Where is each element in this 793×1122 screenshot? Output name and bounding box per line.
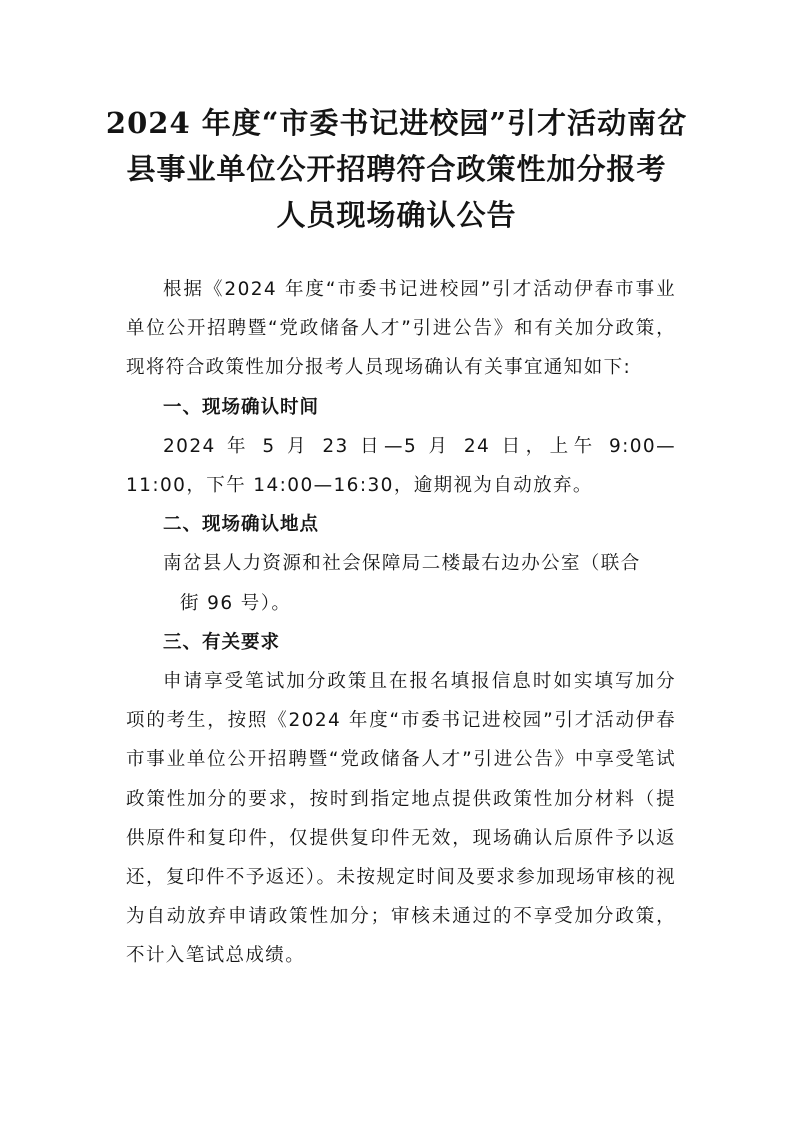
title-line-3: 人员现场确认公告 xyxy=(276,198,517,232)
location-line-2: 街 96 号）。 xyxy=(180,592,292,614)
title-line-2: 县事业单位公开招聘符合政策性加分报考 xyxy=(126,152,667,186)
title-line-1: 2024 年度“市委书记进校园”引才活动南岔 xyxy=(105,106,688,140)
intro-paragraph: 根据《2024 年度“市委书记进校园”引才活动伊春市事业单位公开招聘暨“党政储备人才”引进公告》和有关加分政策，现将符合政策性加分报考人员现场确认有关事宜通知如下: xyxy=(126,279,676,379)
section-heading-location: 二、现场确认地点 xyxy=(163,514,320,536)
section-text-location xyxy=(126,544,676,622)
section-heading-time: 一、现场确认时间 xyxy=(163,396,320,418)
section-text-time: 2024 年 5 月 23 日—5 月 24 日，上午 9:00—11:00，下午 14:00—16:30，逾期视为自动放弃。 xyxy=(126,435,676,497)
document-body xyxy=(126,270,676,976)
section-text-requirements: 申请享受笔试加分政策且在报名填报信息时如实填写加分项的考生，按照《2024 年度“市委书记进校园”引才活动伊春市事业单位公开招聘暨“党政储备人才”引进公告》中享受笔试政策性加分的要求，按时到指定地点提供政策性加分材料（提供原件和复印件，仅提供复印件无效，现场确认后原件予以返还，复印件不予返还）。未按规定时间及要求参加现场审核的视为自动放弃申请政策性加分；审核未通过的不享受加分政策，不计入笔试总成绩。 xyxy=(126,671,676,967)
section-heading-requirements: 三、有关要求 xyxy=(163,631,281,653)
document-title xyxy=(100,100,693,238)
location-line-1: 南岔县人力资源和社会保障局二楼最右边办公室（联合 xyxy=(163,553,641,575)
